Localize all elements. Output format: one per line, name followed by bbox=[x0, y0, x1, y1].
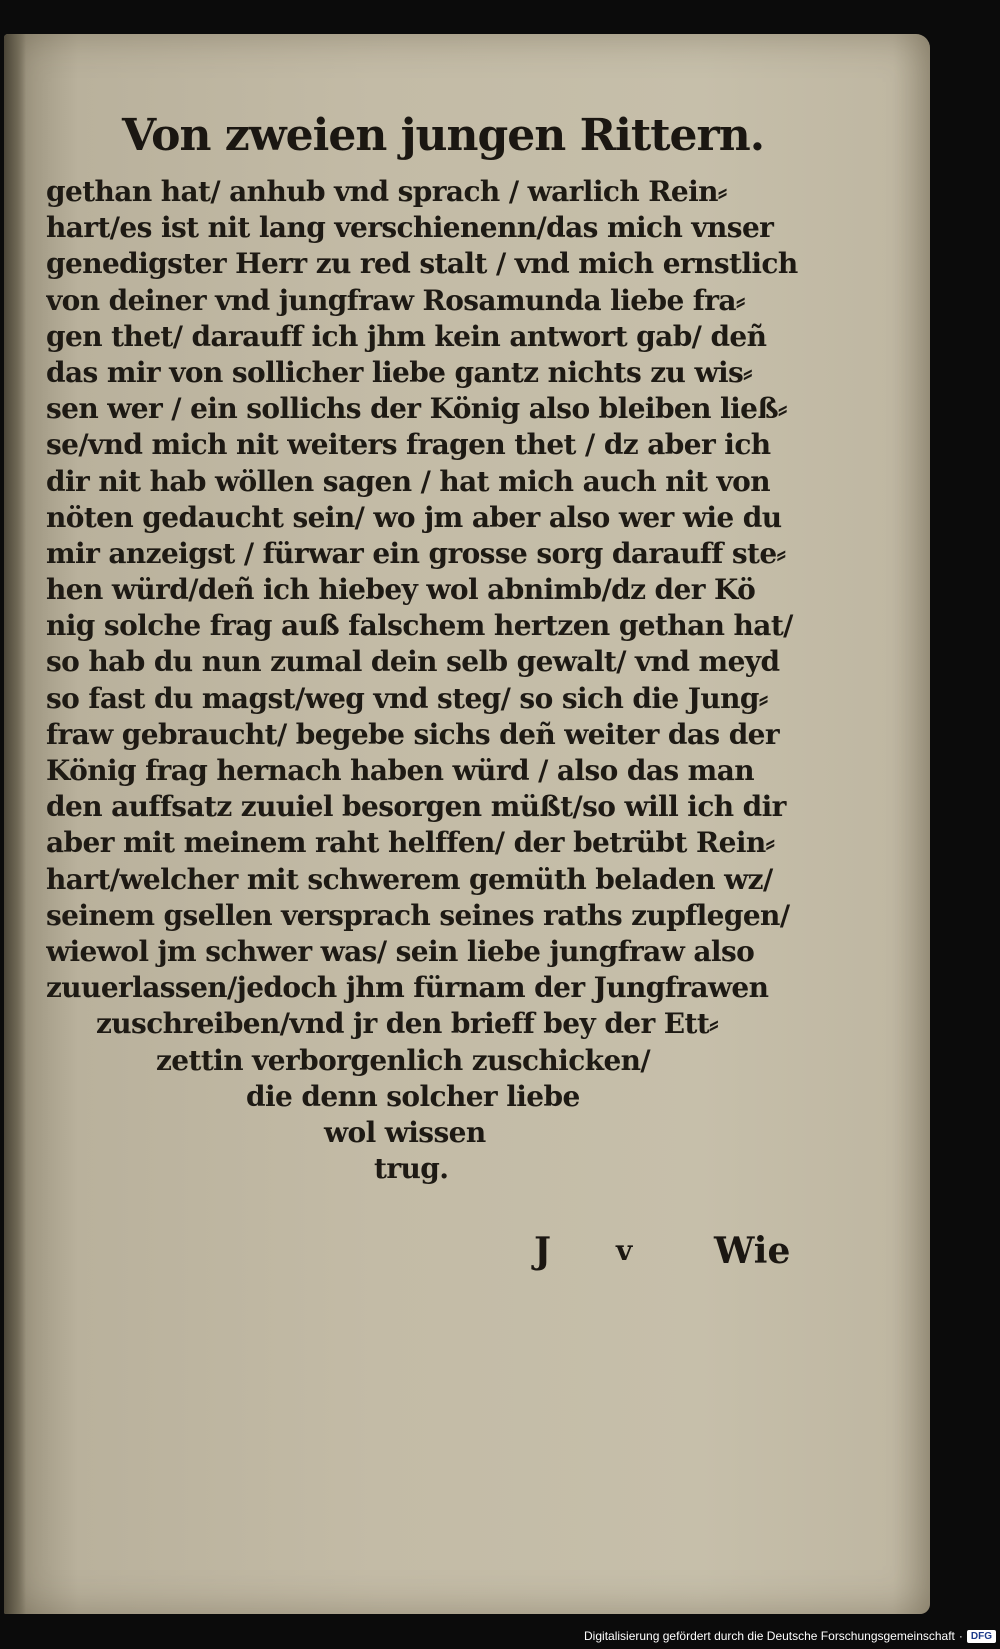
running-head: Von zweien jungen Rittern. bbox=[122, 110, 765, 161]
text-line: wiewol jm schwer was/ sein liebe jungfraw also bbox=[46, 934, 755, 968]
signature-number: v bbox=[616, 1234, 633, 1267]
page-gutter bbox=[4, 34, 26, 1614]
text-line: nig solche frag auß falschem hertzen gethan hat/ bbox=[46, 609, 793, 643]
text-line: so hab du nun zumal dein selb gewalt/ vnd meyd bbox=[46, 645, 780, 679]
text-line: gen thet/ darauff ich jhm kein antwort gab/ deñ bbox=[46, 319, 767, 353]
text-line: trug. bbox=[374, 1152, 449, 1186]
text-line: die denn solcher liebe bbox=[246, 1079, 580, 1113]
text-line: mir anzeigst / fürwar ein grosse sorg darauff ste⸗ bbox=[46, 536, 786, 570]
text-line: hart/welcher mit schwerem gemüth beladen wz/ bbox=[46, 862, 773, 896]
text-line: so fast du magst/weg vnd steg/ so sich die Jung⸗ bbox=[46, 681, 768, 715]
text-line: se/vnd mich nit weiters fragen thet / dz aber ich bbox=[46, 428, 771, 462]
text-line: dir nit hab wöllen sagen / hat mich auch nit von bbox=[46, 464, 771, 498]
text-line: gethan hat/ anhub vnd sprach / warlich Rein⸗ bbox=[46, 175, 727, 208]
footer-credit bbox=[584, 1625, 996, 1647]
footer-credit-text: Digitalisierung gefördert durch die Deutsche Forschungsgemeinschaft bbox=[584, 1629, 955, 1643]
text-line: genedigster Herr zu red stalt / vnd mich ernstlich bbox=[46, 247, 798, 281]
text-line: von deiner vnd jungfraw Rosamunda liebe fra⸗ bbox=[46, 283, 745, 317]
signature-mark: J bbox=[534, 1230, 552, 1272]
text-line: seinem gsellen versprach seines raths zupflegen/ bbox=[46, 898, 790, 932]
text-line: nöten gedaucht sein/ wo jm aber also wer wie du bbox=[46, 500, 782, 534]
text-line: das mir von sollicher liebe gantz nichts zu wis⸗ bbox=[46, 355, 752, 389]
text-line: hen würd/deñ ich hiebey wol abnimb/dz der Kö bbox=[46, 573, 756, 607]
text-line: zettin verborgenlich zuschicken/ bbox=[156, 1043, 651, 1077]
text-line: den auffsatz zuuiel besorgen müßt/so will ich dir bbox=[46, 790, 786, 824]
text-line: zuuerlassen/jedoch jhm fürnam der Jungfrawen bbox=[46, 971, 769, 1005]
text-line: sen wer / ein sollichs der König also bleiben ließ⸗ bbox=[46, 392, 787, 426]
body-text-block bbox=[46, 174, 798, 1187]
text-line: aber mit meinem raht helffen/ der betrübt Rein⸗ bbox=[46, 826, 775, 860]
text-line: hart/es ist nit lang verschienenn/das mich vnser bbox=[46, 211, 774, 245]
text-line: König frag hernach haben würd / also das man bbox=[46, 754, 754, 787]
dfg-logo-icon: DFG bbox=[967, 1630, 996, 1643]
book-page bbox=[4, 34, 930, 1614]
text-line: zuschreiben/vnd jr den brieff bey der Ett⸗ bbox=[96, 1007, 718, 1041]
text-line: wol wissen bbox=[324, 1115, 486, 1149]
catchword: Wie bbox=[714, 1230, 791, 1272]
footer-separator: · bbox=[958, 1629, 963, 1643]
text-line: fraw gebraucht/ begebe sichs deñ weiter das der bbox=[46, 717, 780, 751]
